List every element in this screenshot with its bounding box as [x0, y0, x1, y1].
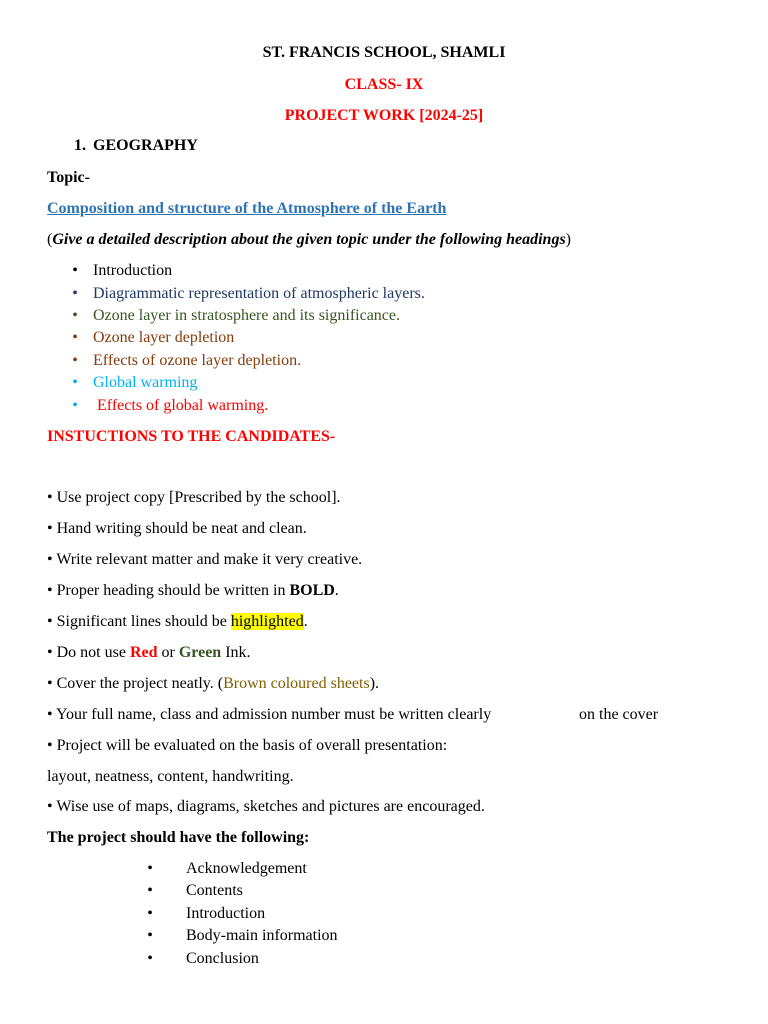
- instructions-title: INSTUCTIONS TO THE CANDIDATES-: [47, 428, 336, 445]
- topic-link[interactable]: Composition and structure of the Atmosphere of the Earth: [47, 200, 447, 217]
- brown-sheets-text: Brown coloured sheets: [223, 675, 370, 692]
- instruction-text: • Significant lines should be: [47, 613, 231, 630]
- following-item: Contents: [186, 882, 243, 899]
- project-title: PROJECT WORK [2024-25]: [284, 107, 484, 124]
- instruction-text: • Proper heading should be written in: [47, 582, 290, 599]
- instruction-item: [47, 612, 308, 632]
- instruction-text: .: [334, 582, 339, 599]
- heading-item: Global warming: [93, 374, 198, 391]
- instruction-text: Give a detailed description about the given topic under the following headings: [52, 231, 566, 248]
- instruction-item: • Project will be evaluated on the basis of overall presentation:: [47, 737, 448, 754]
- heading-item: Diagrammatic representation of atmospheric layers.: [93, 285, 425, 302]
- bold-word: BOLD: [289, 582, 335, 599]
- school-name: ST. FRANCIS SCHOOL, SHAMLI: [262, 44, 506, 61]
- bullet-icon: •: [147, 927, 153, 944]
- instruction-text: • Do not use: [47, 644, 130, 661]
- instruction-item: [47, 643, 251, 663]
- instruction-item: • Use project copy [Prescribed by the school].: [47, 489, 341, 506]
- bullet-icon: •: [72, 352, 78, 369]
- bullet-icon: •: [72, 262, 78, 279]
- instruction-close-paren: ): [565, 231, 571, 248]
- following-item: Acknowledgement: [186, 860, 307, 877]
- bullet-icon: •: [72, 374, 78, 391]
- bullet-icon: •: [147, 950, 153, 967]
- heading-item: Ozone layer in stratosphere and its significance.: [93, 307, 400, 324]
- heading-item: Introduction: [93, 262, 173, 279]
- section-title: GEOGRAPHY: [93, 137, 198, 154]
- instruction-item: • Wise use of maps, diagrams, sketches and pictures are encouraged.: [47, 798, 485, 815]
- following-item: Body-main information: [186, 927, 338, 944]
- instruction-item: • Hand writing should be neat and clean.: [47, 520, 307, 537]
- instruction-text: ).: [369, 675, 380, 692]
- topic-instruction: [47, 230, 571, 250]
- instruction-item-continued: on the cover: [579, 706, 659, 723]
- class-label: CLASS- IX: [344, 76, 424, 93]
- instruction-item: • Your full name, class and admission number must be written clearly: [47, 706, 492, 723]
- section-number: 1.: [74, 137, 86, 154]
- instruction-open-paren: (: [47, 231, 53, 248]
- green-word: Green: [178, 644, 222, 661]
- instruction-text: or: [157, 644, 179, 661]
- bullet-icon: •: [147, 860, 153, 877]
- heading-item: Effects of ozone layer depletion.: [93, 352, 302, 369]
- bullet-icon: •: [147, 882, 153, 899]
- instruction-text: .: [303, 613, 308, 630]
- bullet-icon: •: [72, 329, 78, 346]
- topic-label: Topic-: [47, 169, 90, 186]
- bullet-icon: •: [72, 307, 78, 324]
- following-title: The project should have the following:: [47, 829, 310, 846]
- heading-item: Effects of global warming.: [93, 397, 269, 414]
- instruction-item-continued: layout, neatness, content, handwriting.: [47, 768, 294, 785]
- instruction-item: [47, 674, 379, 694]
- bullet-icon: •: [72, 285, 78, 302]
- highlighted-word: highlighted: [230, 613, 304, 630]
- instruction-text: • Cover the project neatly. (: [47, 675, 224, 692]
- following-item: Introduction: [186, 905, 266, 922]
- instruction-text: Ink.: [221, 644, 251, 661]
- following-item: Conclusion: [186, 950, 259, 967]
- bullet-icon: •: [72, 397, 78, 414]
- instruction-item: [47, 581, 339, 601]
- bullet-icon: •: [147, 905, 153, 922]
- instruction-item: • Write relevant matter and make it very creative.: [47, 551, 363, 568]
- red-word: Red: [129, 644, 158, 661]
- heading-item: Ozone layer depletion: [93, 329, 235, 346]
